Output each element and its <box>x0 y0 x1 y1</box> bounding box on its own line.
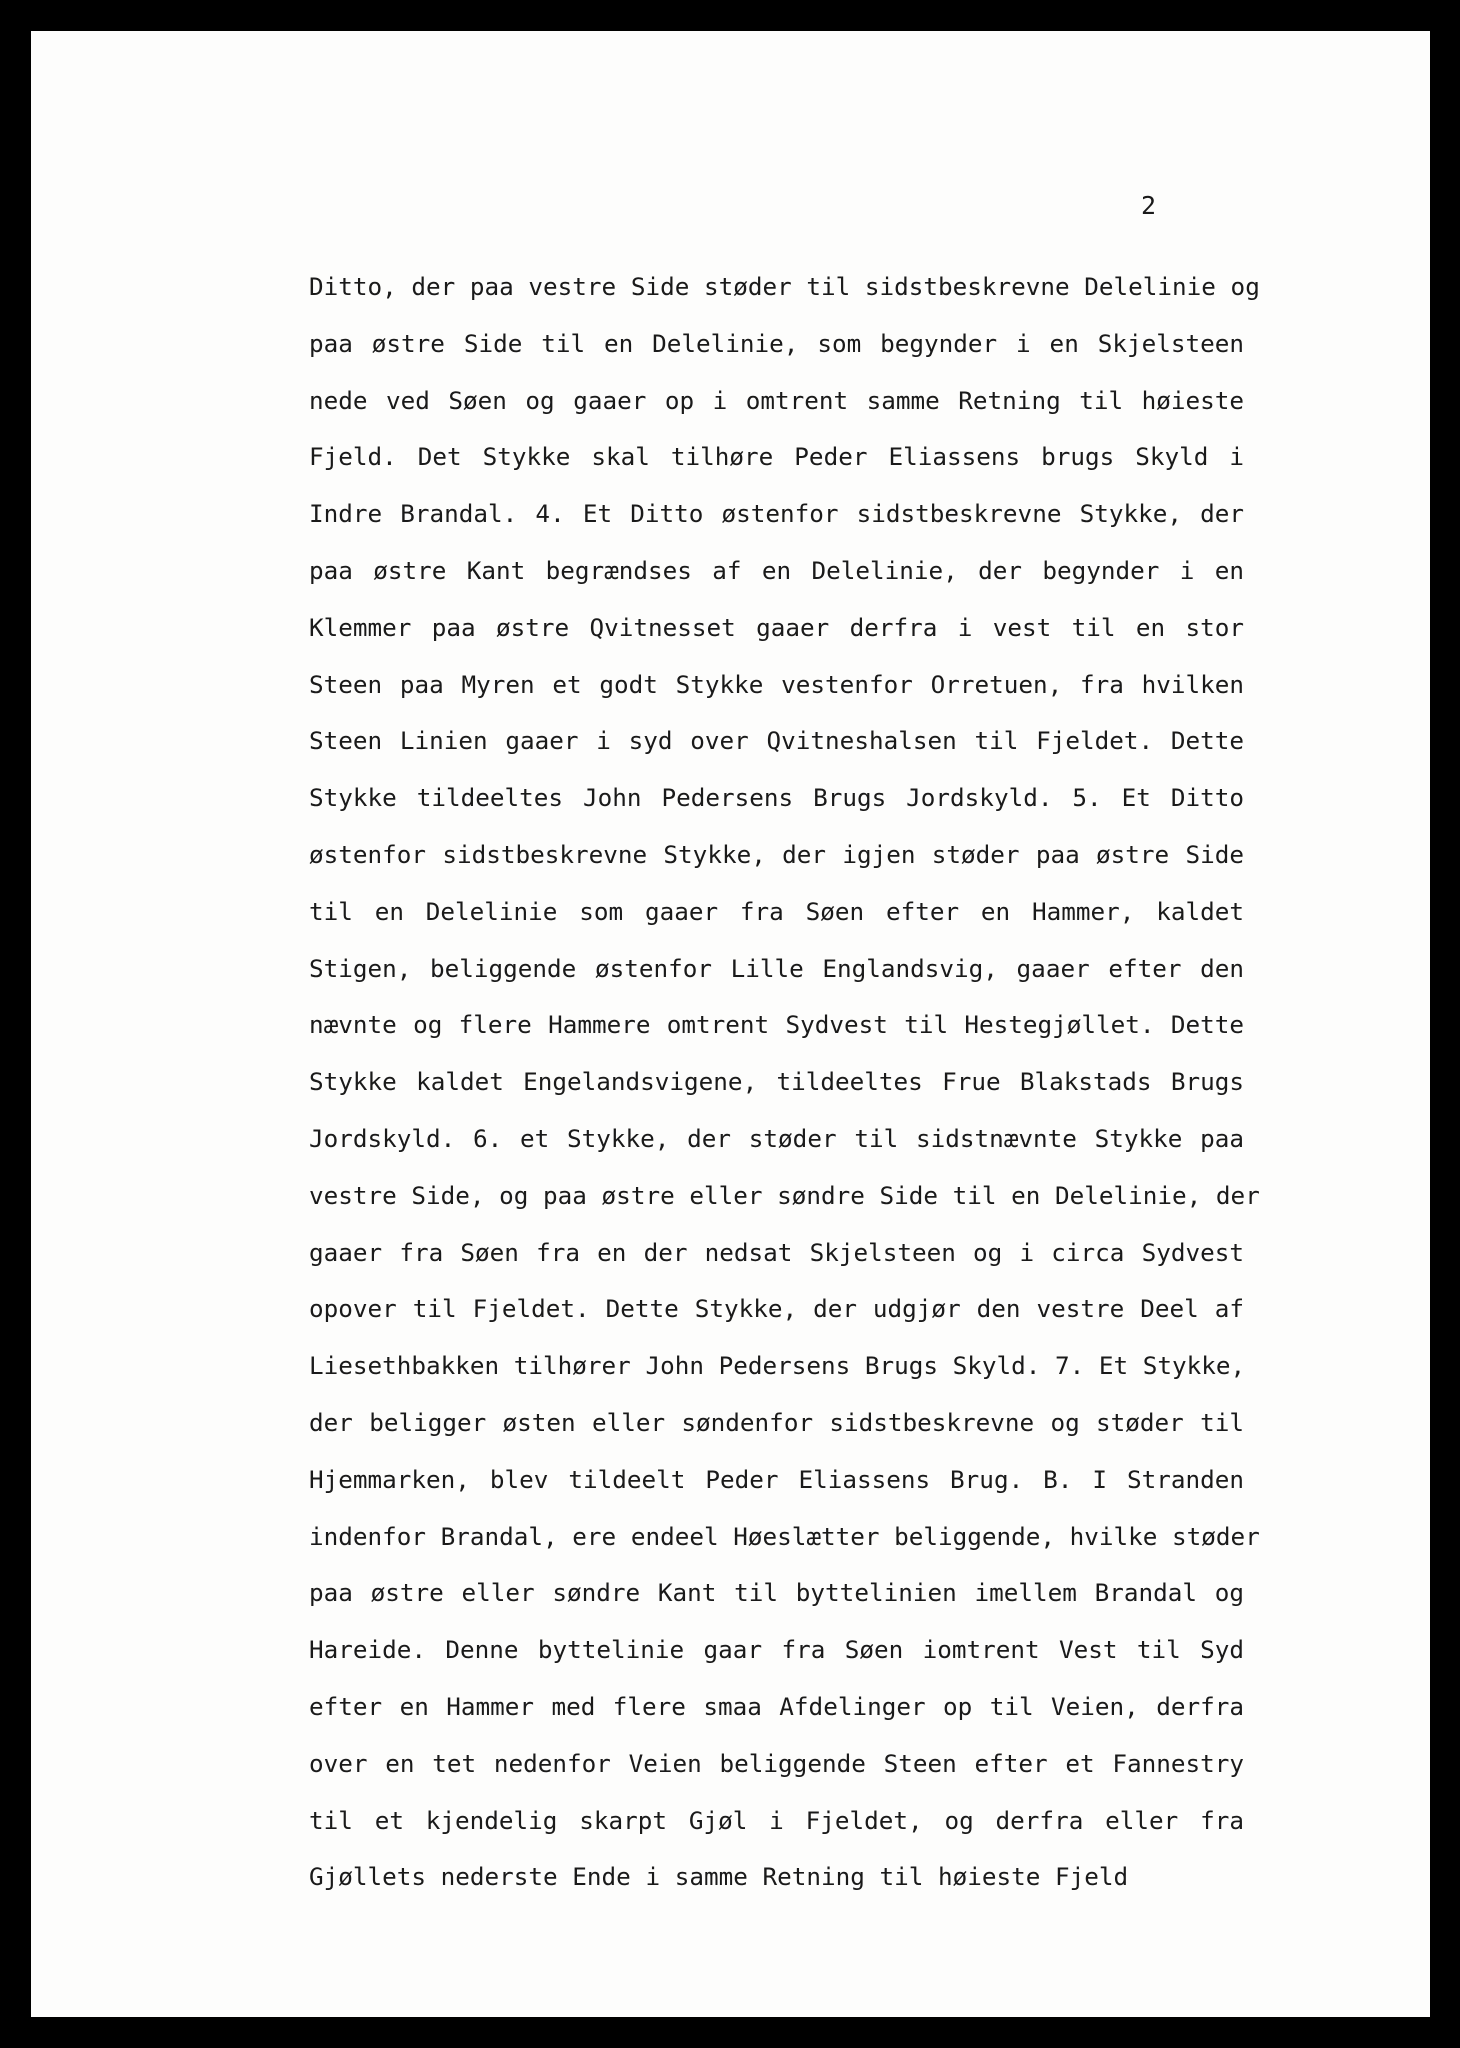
document-page <box>31 31 1430 2017</box>
text-line: indenfor Brandal, ere endeel Høeslætter beliggende, hvilke støder <box>309 1521 1260 1551</box>
text-line: nede ved Søen og gaaer op i omtrent samme Retning til høieste <box>309 385 1244 415</box>
text-line: Stykke tildeeltes John Pedersens Brugs Jordskyld. 5. Et Ditto <box>309 783 1244 813</box>
text-line: nævnte og flere Hammere omtrent Sydvest til Hestegjøllet. Dette <box>309 1010 1244 1040</box>
text-line: Indre Brandal. 4. Et Ditto østenfor sidstbeskrevne Stykke, der <box>309 499 1244 529</box>
text-line: paa østre Side til en Delelinie, som begynder i en Skjelsteen <box>309 328 1244 358</box>
text-line: Hjemmarken, blev tildeelt Peder Eliassens Brug. B. I Stranden <box>309 1464 1244 1494</box>
text-line: Gjøllets nederste Ende i samme Retning til høieste Fjeld <box>309 1862 1129 1892</box>
text-line: paa østre eller søndre Kant til byttelinien imellem Brandal og <box>309 1578 1244 1608</box>
text-line: Stykke kaldet Engelandsvigene, tildeeltes Frue Blakstads Brugs <box>309 1067 1244 1097</box>
text-line: østenfor sidstbeskrevne Stykke, der igjen støder paa østre Side <box>309 839 1244 869</box>
text-line: over en tet nedenfor Veien beliggende Steen efter et Fannestry <box>309 1748 1244 1778</box>
text-line: Klemmer paa østre Qvitnesset gaaer derfra i vest til en stor <box>309 612 1244 642</box>
text-line: paa østre Kant begrændses af en Delelinie, der begynder i en <box>309 555 1244 585</box>
text-line: vestre Side, og paa østre eller søndre Side til en Delelinie, der <box>309 1180 1260 1210</box>
page-number: 2 <box>1141 191 1157 220</box>
text-line: til et kjendelig skarpt Gjøl i Fjeldet, og derfra eller fra <box>309 1805 1244 1835</box>
body-text <box>309 259 1260 1906</box>
text-line: der beligger østen eller søndenfor sidstbeskrevne og støder til <box>309 1407 1244 1437</box>
text-line: Fjeld. Det Stykke skal tilhøre Peder Eliassens brugs Skyld i <box>309 442 1244 472</box>
text-line: Liesethbakken tilhører John Pedersens Brugs Skyld. 7. Et Stykke, <box>309 1351 1246 1381</box>
text-line: til en Delelinie som gaaer fra Søen efter en Hammer, kaldet <box>309 896 1244 926</box>
bleed-through-artifact <box>606 49 796 61</box>
text-line: Steen Linien gaaer i syd over Qvitneshalsen til Fjeldet. Dette <box>309 726 1244 756</box>
text-line: Ditto, der paa vestre Side støder til sidstbeskrevne Delelinie og <box>309 272 1260 301</box>
text-line: gaaer fra Søen fra en der nedsat Skjelsteen og i circa Sydvest <box>309 1237 1244 1267</box>
text-line: Jordskyld. 6. et Stykke, der støder til sidstnævnte Stykke paa <box>309 1123 1244 1153</box>
text-line: Hareide. Denne byttelinie gaar fra Søen iomtrent Vest til Syd <box>309 1635 1244 1665</box>
text-line: opover til Fjeldet. Dette Stykke, der udgjør den vestre Deel af <box>309 1294 1244 1324</box>
text-line: efter en Hammer med flere smaa Afdelinger op til Veien, derfra <box>309 1691 1244 1721</box>
text-line: Steen paa Myren et godt Stykke vestenfor Orretuen, fra hvilken <box>309 669 1244 699</box>
text-line: Stigen, beliggende østenfor Lille Englandsvig, gaaer efter den <box>309 953 1244 983</box>
